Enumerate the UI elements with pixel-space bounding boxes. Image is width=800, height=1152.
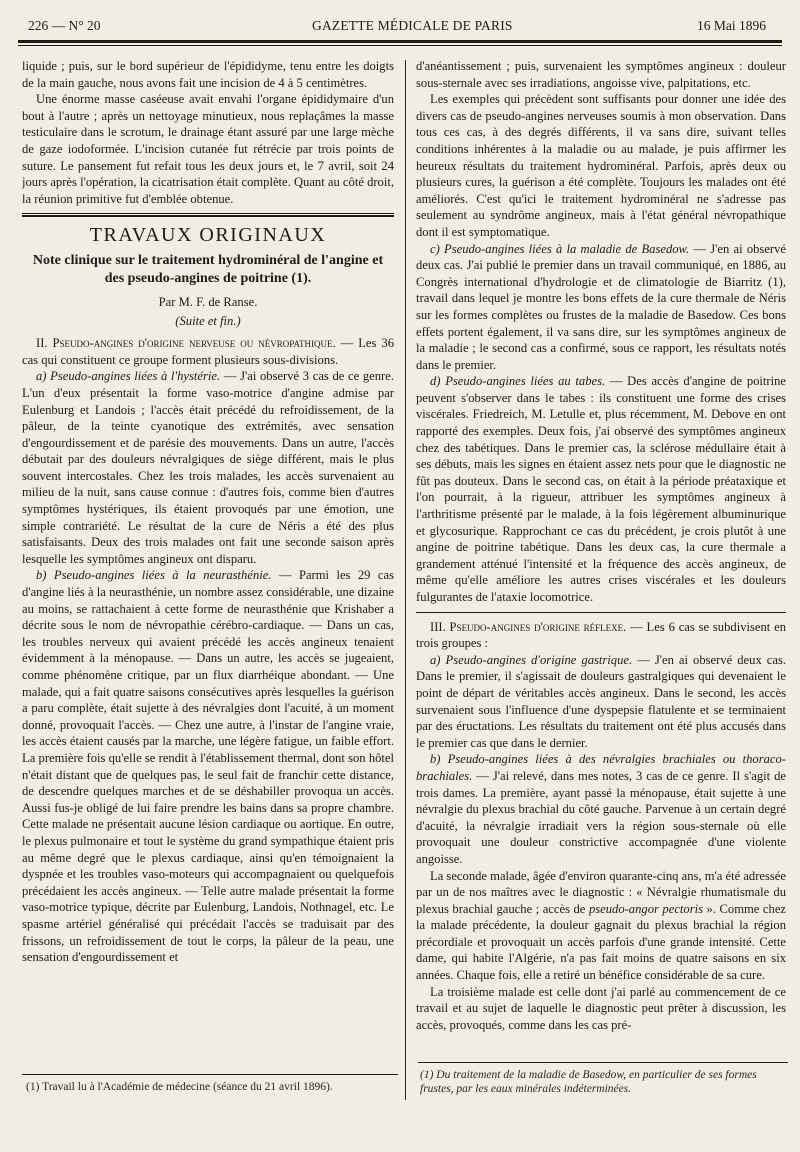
section-heading: II. Pseudo-angines d'origine nerveuse ou névropathique.: [36, 336, 336, 351]
subsection-heading: a) Pseudo-angines d'origine gastrique.: [430, 652, 633, 667]
footnote-rule: [22, 1074, 398, 1075]
left-column: [22, 58, 394, 1098]
subsection-heading: b) Pseudo-angines liées à la neurasthénie.: [36, 568, 272, 583]
paragraph-text: — Parmi les 29 cas d'angine liés à la neurasthénie, un nombre assez considérable, une dizaine au moins, se rattachaient à cette forme de neurasthénie que Krishaber a décrite sous le nom de névropathie cérébro-cardiaque. — Dans un cas, les troubles nerveux qui avaient précédé les accès angineux tenaient évidemment à la ménopause. — Dans un autre, les accès se jugeaient, comme phénomène critique, par un flux diarrhéique abondant. — Une malade, qui a fait quatre saisons consécutives après lesquelles la guérison a paru complète, était sujette à des névralgies dont l'acuité, à un moment donné, provoquait l'accès. — Chez une autre, à l'instar de l'angine vraie, les accès étaient causés par la marche, une légère fatigue, un faible effort. La première fois qu'elle se rendit à l'établissement thermal, dont son hôtel n'était distant que de quelques pas, le seul fait de franchir cette distance, de descendre quelques marches et de se déshabiller provoqua un accès. Aussi fus-je obligé de lui faire prendre les bains dans sa propre chambre. Cette malade ne présentait aucune lésion cardiaque ou aortique. En outre, le plexus pulmonaire et tout le système du grand sympathique étaient pris au même degré que le plexus cardiaque, ainsi qu'en témoignaient la dyspnée et les troubles vaso-moteurs qui accompagnaient ou quelquefois précédaient les accès angineux. — Telle autre malade présentait la forme vaso-motrice typique, décrite par Eulenburg, Landois, Nothnagel, etc. Le spasme artériel généralisé qui précédait l'accès se traduisait par des frissons, un refroidissement de tout le corps, la pâleur de la peau, une sensation d'engourdissement et: [22, 568, 394, 965]
paragraph-text: — Les 36 cas qui constituent ce groupe forment plusieurs sous-divisions.: [22, 336, 394, 367]
paragraph: [416, 652, 786, 752]
section-title: TRAVAUX ORIGINAUX: [89, 224, 327, 247]
paragraph-text: ». Comme chez la malade précédente, la douleur gagnait du plexus brachial la région précordiale et provoquait un accès parfois d'une grande intensité. Cette dame, qui habite l'Algérie, n'a pas fait moins de quatre saisons en six années. Chaque fois, elle a retiré un bénéfice considérable de sa cure.: [416, 901, 786, 983]
paragraph-text: — Les 6 cas se subdivisent en trois groupes :: [416, 619, 786, 651]
paragraph: [416, 373, 786, 605]
paragraph: [22, 335, 394, 368]
right-column: [416, 58, 786, 1058]
subsection-heading: d) Pseudo-angines liées au tabes.: [430, 374, 606, 389]
article-title: Note clinique sur le traitement hydrominéral de l'angine et des pseudo-angines de poitrine (1).: [32, 252, 384, 286]
paragraph: [416, 241, 786, 374]
running-header: [18, 14, 778, 38]
paragraph-text: — J'ai relevé, dans mes notes, 3 cas de ce genre. Il s'agit de trois dames. La première, ayant passé la ménopause, était sujette à une névralgie du plexus brachial du côté gauche. Parvenue à un certain degré d'acuité, la névralgie irradiait vers la région sous-sternale où elle provoquait une douleur constrictive accompagnée d'une violente angoisse.: [416, 768, 786, 866]
section-rule: [416, 612, 786, 613]
paragraph-text: — J'en ai observé deux cas. J'ai publié le premier dans un travail communiqué, en 1886, au Congrès international d'hydrologie et de climatologie de Biarritz (1), travail dans lequel je montre les bons effets de la cure thermale de Néris sur les formes complètes ou frustes de la maladie de Basedow. Ces bons effets portent également, il va sans dire, sur les symptômes angineux de la maladie ; le second cas a confirmé, sous ce rapport, les résultats notés dans le premier.: [416, 241, 786, 372]
quoted-diagnosis: pseudo-angor pectoris: [588, 901, 704, 916]
paragraph: d'anéantissement ; puis, survenaient les symptômes angineux : douleur sous-sternale avec ses irradiations, angoisse vive, palpitations, etc.: [416, 59, 786, 90]
paragraph: [416, 619, 786, 652]
paragraph-text: — J'ai observé 3 cas de ce genre. L'un d'eux présentait la forme vaso-motrice d'angine admise par Eulenburg et Landois ; l'accès était précédé du refroidissement, de la pâleur, de la teinte cyanotique des extrémités, avec sensation d'engourdissement et de parésie des mouvements. Dans un autre, l'accès débutait par des douleurs névralgiques de siège différent, mais le plus souvent intercostales. Chez les trois malades, les accès survenaient au milieu de la nuit, sans cause connue : d'autres fois, comme bien d'autres symptômes hystériques, ils étaient provoqués par une émotion, une simple contrariété. Le résultat de la cure de Néris a été des plus satisfaisants. Deux des trois malades ont fait une seconde saison après lesquelle les symptômes angineux ont disparu.: [22, 369, 394, 566]
footnote-rule: [418, 1062, 788, 1063]
paragraph: [22, 368, 394, 567]
paragraph-text: — J'en ai observé deux cas. Dans le premier, il s'agissait de douleurs gastralgiques qui devenaient le point de départ de véritables accès angineux. Dans le second, les accès survenaient sous l'influence d'une dyspepsie flatulente et se terminaient par des éructations. Les résultats du traitement ont été plus accusés dans le premier cas que dans le dernier.: [416, 652, 786, 750]
paragraph-text: — Des accès d'angine de poitrine peuvent s'observer dans le tabes : ils constituent une forme des crises viscérales. Friedreich, M. Letulle et, plus récemment, M. Debove en ont rapporté des exemples. Deux fois, j'ai observé des symptômes angineux chez des tabétiques. Dans le premier cas, la sclérose médullaire était à ses débuts, mais les signes en étaient assez nets pour que le diagnostic ne fût pas douteux. Dans le second cas, on était à la période préataxique et l'on pourrait, à la rigueur, attribuer les symptômes angineux à l'arthritisme présenté par le malade, à la fois légèrement albuminurique et glycosurique. Rapprochant ce cas du précédent, je crois plutôt à une angine de poitrine tabétique. Dans les deux cas, la cure thermale a grandement atténué l'intensité et la fréquence des accès angineux, de même qu'elle améliore les autres crises viscérales et les douleurs fulgurantes de l'ataxie locomotrice.: [416, 374, 786, 604]
paragraph: liquide ; puis, sur le bord supérieur de l'épididyme, tenu entre les doigts de la main gauche, nous avons fait une incision de 4 à 5 centimètres.: [22, 59, 394, 90]
paragraph: [22, 567, 394, 965]
subsection-heading: b) Pseudo-angines liées à des névralgies brachiales ou thoraco-brachiales.: [416, 752, 786, 783]
section-heading: III. Pseudo-angines d'origine réflexe.: [430, 619, 627, 634]
footnote-right: (1) Du traitement de la maladie de Basedow, en particulier de ses formes frustes, par les eaux minérales indéterminées.: [420, 1069, 757, 1095]
journal-title: GAZETTE MÉDICALE DE PARIS: [312, 18, 513, 33]
paragraph: La troisième malade est celle dont j'ai parlé au commencement de ce travail et au sujet de laquelle le diagnostic peut prêter à discussion, les accès, provoqués, comme dans les cas pré-: [416, 984, 786, 1032]
paragraph: Une énorme masse caséeuse avait envahi l'organe épididymaire d'un bout à l'autre ; après un nettoyage minutieux, nous replaçâmes la masse testiculaire dans le scrotum, le drainage étant assuré par une large mèche de gaze iodoformée. L'incision cutanée fut rétrécie par trois points de suture. Le pansement fut refait tous les deux jours et, le 7 avril, soit 24 jours après l'opération, la cicatrisation était complète. Quant au côté droit, la réunion primitive fut d'emblée obtenue.: [22, 92, 394, 206]
subsection-heading: a) Pseudo-angines liées à l'hystérie.: [36, 369, 221, 384]
paragraph: [416, 751, 786, 867]
section-rule-thick: [22, 215, 394, 217]
issue-date: 16 Mai 1896: [697, 18, 766, 33]
subsection-heading: c) Pseudo-angines liées à la maladie de Basedow.: [430, 241, 690, 256]
header-rule-thin: [18, 45, 782, 46]
footnote-left: (1) Travail lu à l'Académie de médecine (séance du 21 avril 1896).: [26, 1081, 333, 1093]
section-rule: [22, 213, 394, 214]
header-rule: [18, 40, 782, 43]
paragraph-text: La seconde malade, âgée d'environ quarante-cinq ans, m'a été adressée par un de nos maîtres avec le diagnostic : « Névralgie rhumatismale du plexus brachial gauche ; accès de: [416, 868, 786, 916]
byline: Par M. F. de Ranse.: [158, 294, 258, 309]
paragraph: Les exemples qui précèdent sont suffisants pour donner une idée des divers cas de pseudo-angines nerveuses soumis à mon observation. Dans tous ces cas, à des degrés différents, il va sans dire, suivant telles conditions inhérentes à la maladie ou au malade, je puis affirmer les heureux résultats du traitement hydrominéral. Parfois, après deux ou plusieurs cures, la guérison a été complète. Toujours les malades ont été améliorés. C'est qu'ici le traitement hydrominéral ne s'adresse pas seulement au syndrôme angineux, mais à l'état général névropathique dont il est symptomatique.: [416, 92, 786, 239]
continuation-note: (Suite et fin.): [175, 313, 241, 328]
page-number: 226 — N° 20: [28, 18, 101, 33]
column-divider: [405, 60, 406, 1100]
paragraph: [416, 868, 786, 984]
